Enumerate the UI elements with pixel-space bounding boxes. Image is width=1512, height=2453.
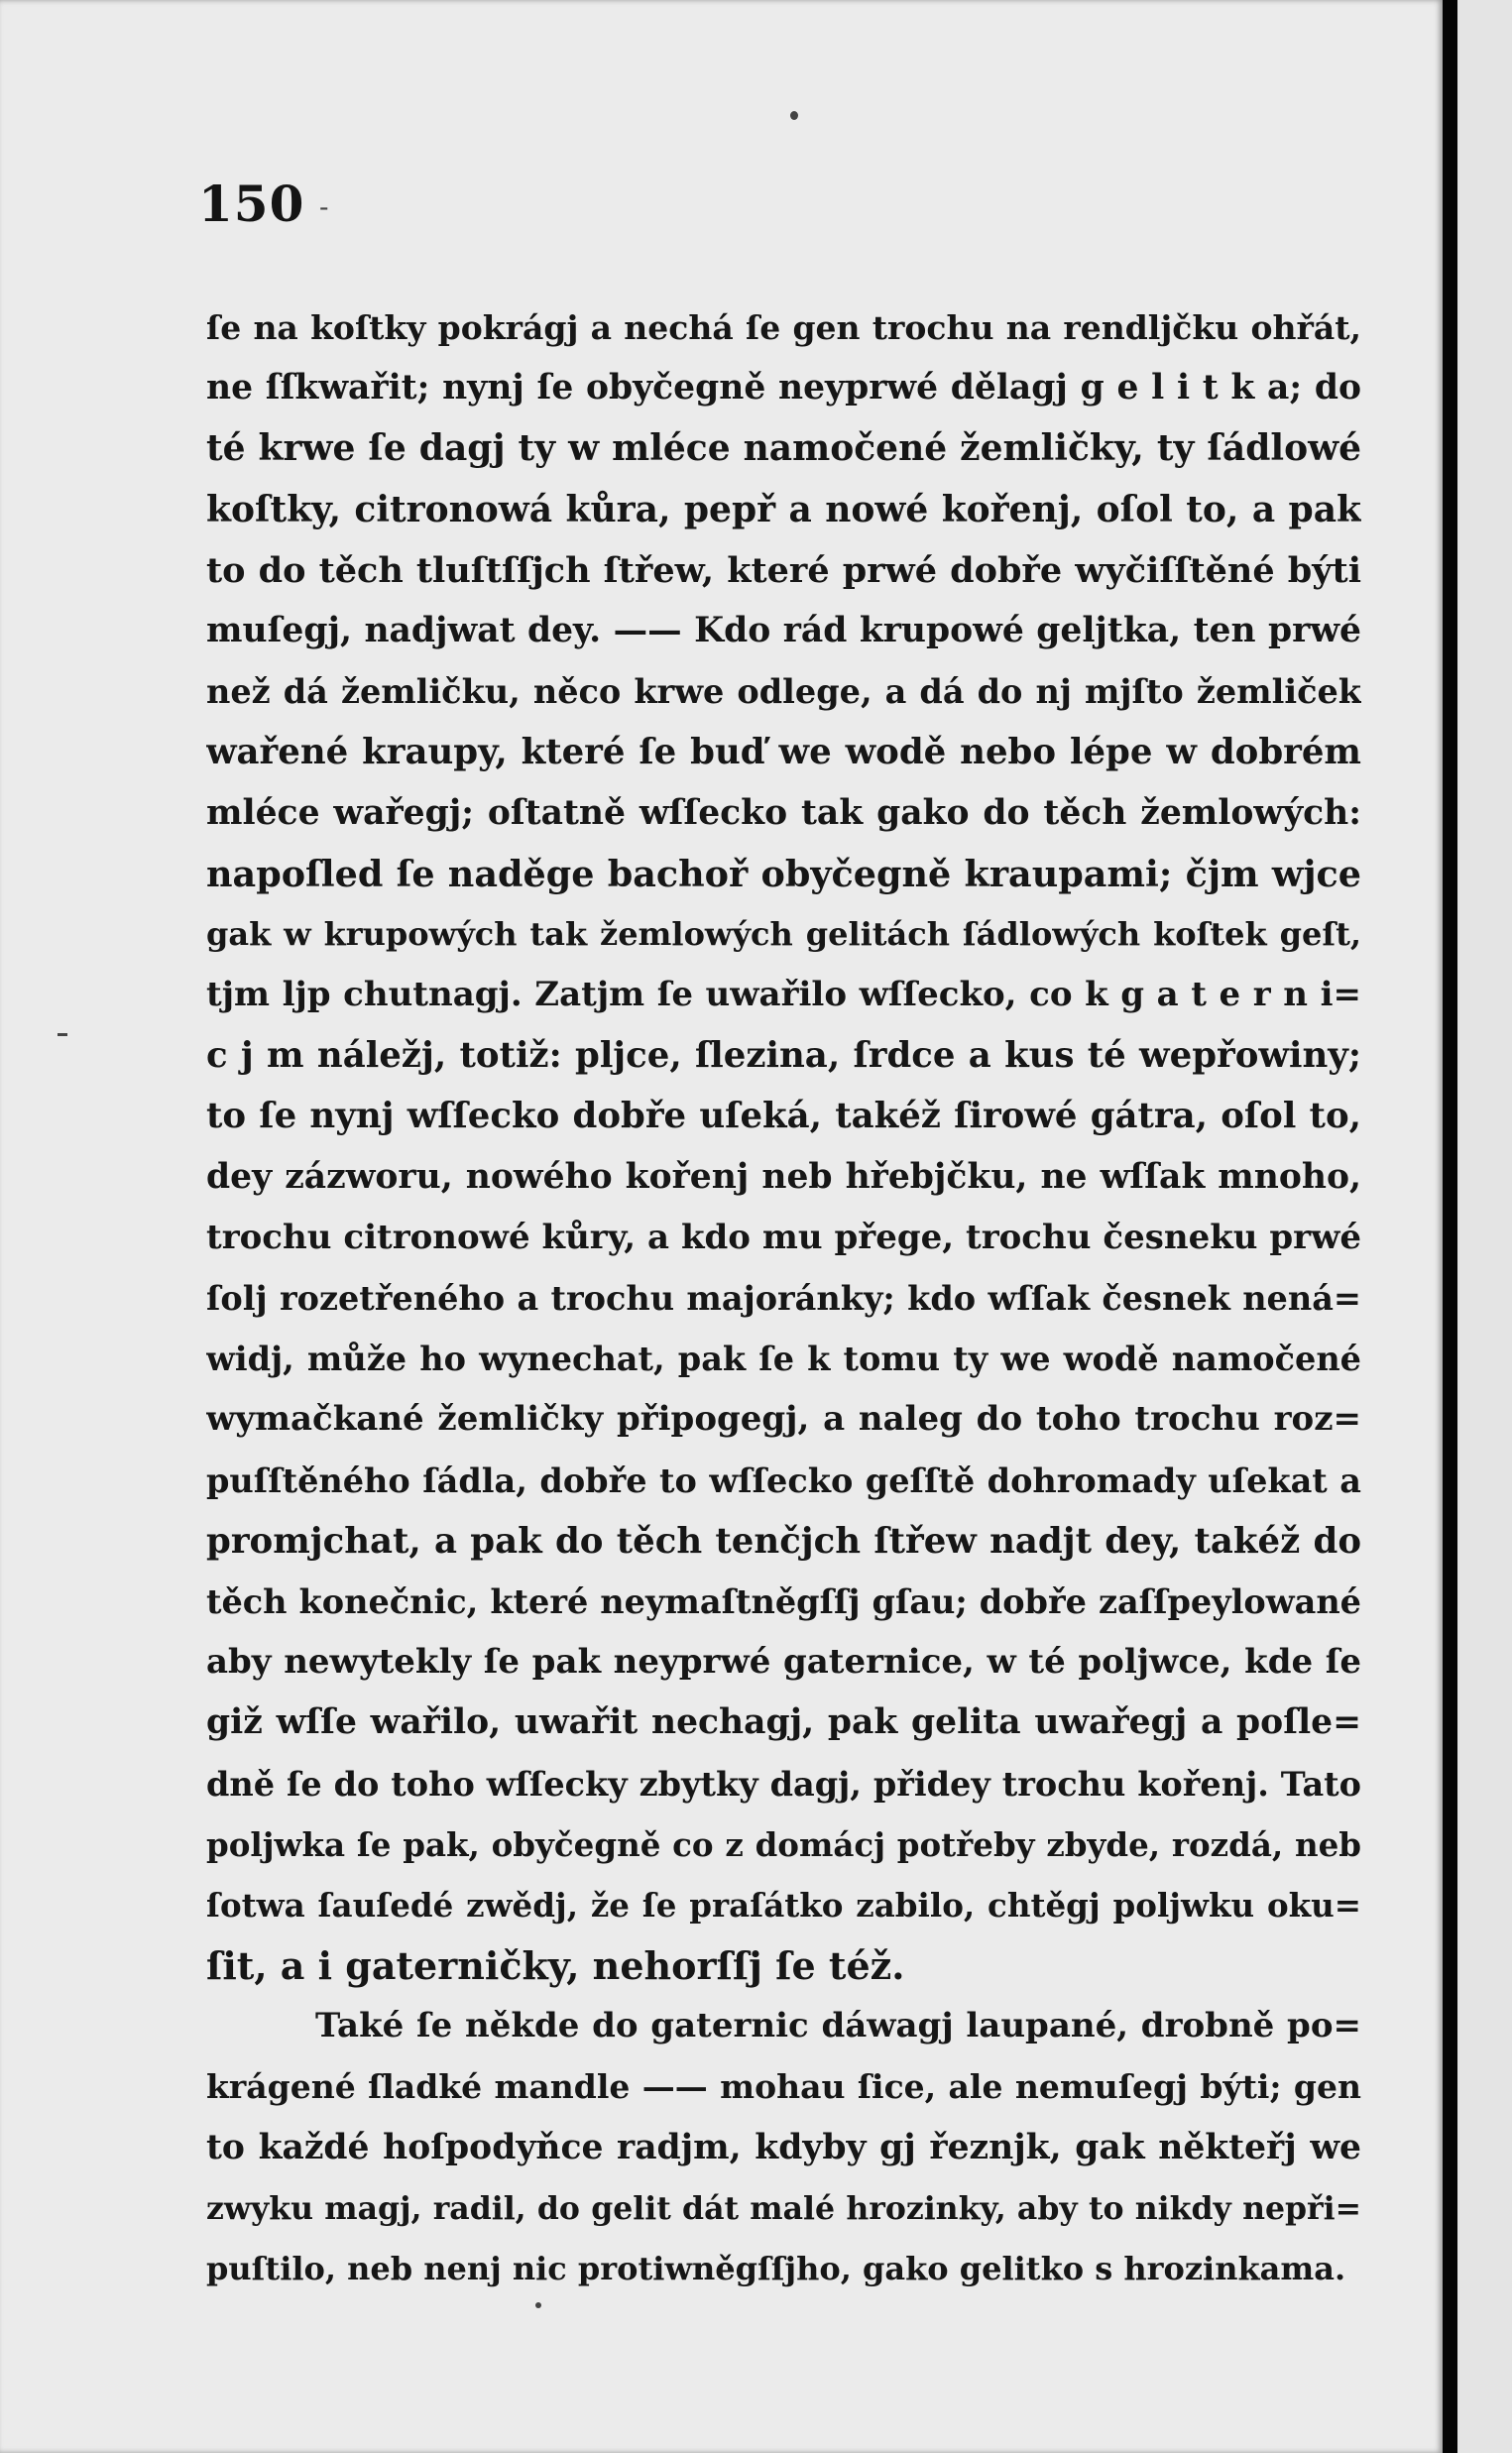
text-line: wymačkané žemličky připogegj, a naleg do toho trochu roz= xyxy=(206,1399,1361,1440)
text-line: Také ſe někde do gaternic dáwagj laupané, drobně po= xyxy=(315,2006,1361,2046)
text-line: ſit, a i gaterničky, nehorſſj ſe též. xyxy=(206,1943,905,1989)
text-line: ſe na koſtky pokrágj a nechá ſe gen trochu na rendljčku ohřát, xyxy=(206,308,1361,347)
text-line: puſtilo, neb nenj nic protiwněgſſjho, gako gelitko s hrozinkama. xyxy=(206,2250,1346,2287)
text-line: mléce wařegj; oſtatně wſſecko tak gako do těch žemlowých: xyxy=(206,792,1361,833)
text-line: poljwka ſe pak, obyčegně co z domácj potřeby zbyde, rozdá, neb xyxy=(206,1824,1361,1864)
page-gutter xyxy=(1443,0,1457,2453)
text-line: giž wſſe wařilo, uwařit nechagj, pak gelita uwařegj a poſle= xyxy=(206,1702,1361,1743)
text-line: dně ſe do toho wſſecky zbytky dagj, přidey trochu kořenj. Tato xyxy=(206,1764,1361,1804)
print-speck xyxy=(790,111,798,120)
text-line: widj, může ho wynechat, pak ſe k tomu ty we wodě namočené xyxy=(206,1340,1361,1379)
page-number: 150 xyxy=(198,175,305,233)
text-line: krágené ſladké mandle —— mohau ſice, ale nemuſegj býti; gen xyxy=(206,2067,1361,2107)
text-line: aby newytekly ſe pak neyprwé gaternice, w té poljwce, kde ſe xyxy=(206,1642,1361,1683)
next-page-edge xyxy=(1457,0,1512,2453)
text-line: to každé hoſpodyňce radjm, kdyby gj řeznjk, gak někteřj we xyxy=(206,2127,1361,2167)
text-line: to do těch tluſtſſjch ſtřew, které prwé dobře wyčiſſtěné býti xyxy=(206,549,1361,591)
text-line: napoſled ſe naděge bachoř obyčegně kraupami; čjm wjce xyxy=(206,852,1361,895)
text-line: ne ſſkwařit; nynj ſe obyčegně neyprwé dělagj g e l i t k a; do xyxy=(206,368,1361,409)
text-line: těch konečnic, které neymaſtněgſſj gſau; dobře zaſſpeylowané xyxy=(206,1581,1361,1621)
page-number-mark: - xyxy=(319,190,329,223)
text-line: ſotwa ſauſedé zwědj, že ſe praſátko zabilo, chtěgj poljwku oku= xyxy=(206,1885,1361,1925)
text-line: puſſtěného ſádla, dobře to wſſecko geſſtě dohromady uſekat a xyxy=(206,1460,1361,1500)
text-line: než dá žemličku, něco krwe odlege, a dá do nj mjſto žemliček xyxy=(206,672,1361,712)
text-line: ſolj rozetřeného a trochu majoránky; kdo wſſak česnek nená= xyxy=(206,1279,1361,1318)
print-speck xyxy=(58,1033,67,1036)
text-line: té krwe ſe dagj ty w mléce namočené žemličky, ty ſádlowé xyxy=(206,427,1361,470)
text-line: c j m náležj, totiž: pljce, ſlezina, ſrdce a kus té wepřowiny; xyxy=(206,1035,1361,1077)
text-line: gak w krupowých tak žemlowých gelitách ſádlowých koſtek geſt, xyxy=(206,914,1361,953)
text-line: koſtky, citronowá kůra, pepř a nowé kořenj, oſol to, a pak xyxy=(206,488,1361,530)
text-line: promjchat, a pak do těch tenčjch ſtřew nadjt dey, takéž do xyxy=(206,1520,1361,1562)
text-line: wařené kraupy, které ſe buď we wodě nebo lépe w dobrém xyxy=(206,732,1361,773)
text-line: tjm ljp chutnagj. Zatjm ſe uwařilo wſſecko, co k g a t e r n i= xyxy=(206,975,1361,1015)
print-speck xyxy=(535,2302,541,2308)
text-line: zwyku magj, radil, do gelit dát malé hrozinky, aby to nikdy nepři= xyxy=(206,2189,1361,2227)
body-text xyxy=(206,297,1361,2299)
text-line: to ſe nynj wſſecko dobře uſeká, takéž ſirowé gátra, oſol to, xyxy=(206,1096,1361,1137)
text-line: dey zázworu, nowého kořenj neb hřebjčku, ne wſſak mnoho, xyxy=(206,1156,1361,1197)
text-line: muſegj, nadjwat dey. —— Kdo rád krupowé geljtka, ten prwé xyxy=(206,610,1361,650)
text-line: trochu citronowé kůry, a kdo mu přege, trochu česneku prwé xyxy=(206,1217,1361,1257)
